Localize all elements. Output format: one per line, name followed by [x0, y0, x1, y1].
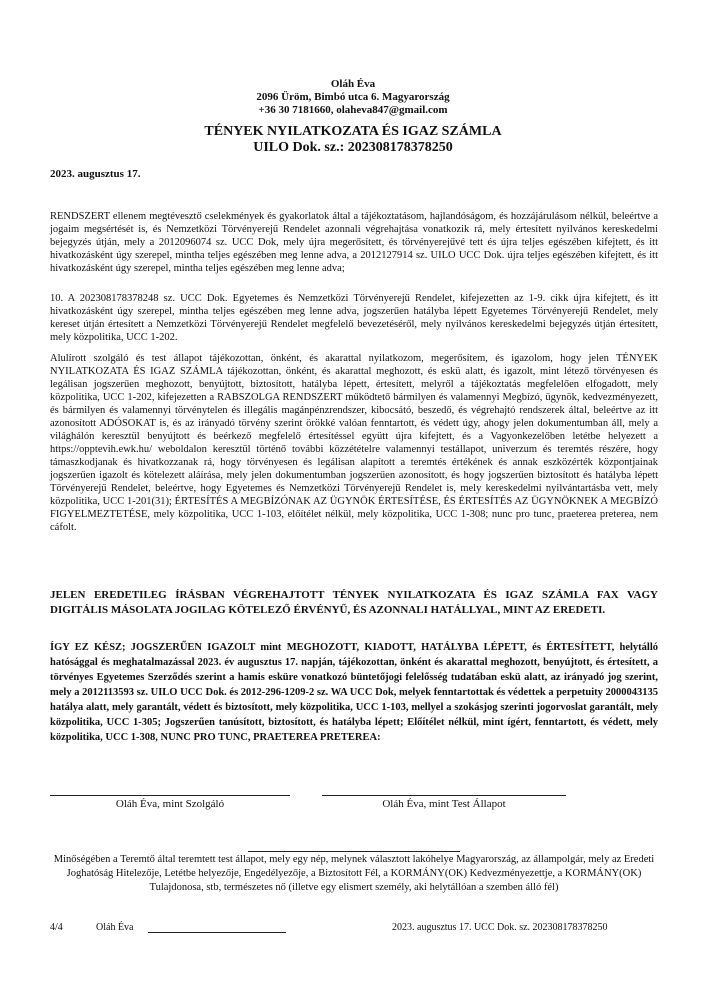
footnote-divider	[248, 851, 460, 852]
signature-line-servant	[50, 795, 290, 796]
paragraph-4-bold: JELEN EREDETILEG ÍRÁSBAN VÉGREHAJTOTT TÉNYEK NYILATKOZATA ÉS IGAZ SZÁMLA FAX VAGY DIGITÁLIS MÁSOLATA JOGILAG KÖTELEZŐ ÉRVÉNYŰ, ÉS AZONNALI HATÁLLYAL, MINT AZ EREDETI.	[50, 589, 658, 616]
author-address: 2096 Üröm, Bimbó utca 6. Magyarország	[256, 91, 450, 103]
footnote: Minőségében a Teremtő által teremtett test állapot, mely egy nép, melynek választott lakóhelye Magyarország, az állampolgár, mely az Eredeti Joghatóság Hitelezője, Letétbe helyezője, Engedélyezője, a Biztosított Fél, a KORMÁNY(OK) Kedvezményezettje, a KORMÁNY(OK) Tulajdonosa, stb, természetes nő (illetve egy elismert személy, aki helytállóan a szemben álló fél)	[53, 854, 655, 893]
signature-label-servant: Oláh Éva, mint Szolgáló	[115, 798, 225, 810]
footer-reference: 2023. augusztus 17. UCC Dok. sz. 202308178378250	[392, 922, 608, 933]
footer-name: Oláh Éva	[96, 922, 134, 933]
document-number: UILO Dok. sz.: 202308178378250	[253, 140, 453, 155]
signature-line-body	[322, 795, 566, 796]
signature-label-body: Oláh Éva, mint Test Állapot	[382, 798, 506, 810]
document-date: 2023. augusztus 17.	[50, 168, 141, 180]
paragraph-1: RENDSZERT ellenem megtévesztő cselekmények és gyakorlatok által a tájékoztatásom, hajlandóságom, és hozzájárulásom nélkül, beleértve a jogaim megsértését is, és Nemzetközi Törvényerejű Rendelet azonnali végrehajtása vonatkozik rá, mely értesített nyilvános kereskedelmi bejegyzés útján, mely a 2012096074 sz. UCC Dok, mely újra megerősített, és törvényerejűvé tett és újra teljes egészében kifejtett, és itt hivatkozásként úgy szerepel, mintha teljes egészében meg lenne adva, a 2012127914 sz. UILO UCC Dok. újra teljes egészében kifejtett, és itt hivatkozásként úgy szerepel, mintha teljes egészében meg lenne adva;	[50, 211, 658, 274]
paragraph-3: Alulírott szolgáló és test állapot tájékozottan, önként, és akarattal nyilatkozom, megerősítem, és igazolom, hogy jelen TÉNYEK NYILATKOZATA ÉS IGAZ SZÁMLA tájékozottan, önként, és akarattal meghozott, és eskü alatt, és igazolt, mint létező törvényesen és legálisan jogszerűen meghozott, benyújtott, biztosított, hatályba lépett, értesített, melyről a tájékoztatás megfelelően elfogadott, mely közpolitika, UCC 1-202, kifejezetten a RABSZOLGA RENDSZERT működtető bármilyen és valamennyi Megbízó, ügynök, kedvezményezett, és bármilyen és valamennyi törvénytelen és illegális magánpénzrendszer, kibocsátó, beszedő, és végrehajtó rendszerek által, beleértve az itt azonosított ADÓSOKAT is, és az irányadó törvény szerint örökké valóan fenntartott, és védett úgy, ahogy jelen dokumentumban áll, mely a világhálón keresztül benyújtott és beérkező megfelelő értesítéssel együtt újra kifejtett, és a Vagyonkezelőben letétbe helyezett a https://opptevih.ewk.hu/ weboldalon keresztül történő további közzétételre valamennyi testállapot, univerzum és teremtés részére, hogy támaszkodjanak és hivatkozzanak rá, hogy törvényesen és legálisan alapított a teremtés értékének és annak eszközérték központjainak jogszerűen igazolt és kötelezett aláírása, mely jelen dokumentumban jogszerűen azonosított, és hogy jogszerűen biztosított és hatályba lépett Törvényerejű Rendelet, beleértve, hogy Egyetemes és Nemzetközi Törvényerejű Rendelet is, mely kereskedelmi nyilvántartásba vett, mely közpolitika, UCC 1-201(31); ÉRTESÍTÉS A MEGBÍZÓNAK AZ ÜGYNÖK ÉRTESÍTÉSE, ÉS ÉRTESÍTÉS AZ ÜGYNÖKNEK A MEGBÍZÓ FIGYELMEZTETÉSE, mely közpolitika, UCC 1-103, előítélet nélkül, mely közpolitika, UCC 1-308; nunc pro tunc, praeterea preterea, nem cáfolt.	[50, 353, 658, 533]
paragraph-5-bold: ÍGY EZ KÉSZ; JOGSZERŰEN IGAZOLT mint MEGHOZOTT, KIADOTT, HATÁLYBA LÉPETT, és ÉRTESÍTETT, helytálló hatósággal és meghatalmazással 2023. év augusztus 17. napján, tájékozottan, önként és akarattal meghozott, benyújtott, és értesített, a törvényes Egyetemes Szerződés szerint a hamis esküre vonatkozó büntetőjogi felelősség tudatában eskü alatt, az irányadó jog szerint, mely a 2012113593 sz. UILO UCC Dok. és 2012-296-1209-2 sz. WA UCC Dok, melyek fenntartottak és védettek a perpetuity 2000043135 hatálya alatt, mely garantált, védett és biztosított, mely közpolitika, UCC 1-103, mellyel a szokásjog szerinti jogorvoslat garantált, mely közpolitika, UCC 1-305; Jogszerűen tanúsított, biztosított, és hatályba lépett; Előítélet nélkül, mint ígért, fenntartott, és védett, mely közpolitika, UCC 1-308, NUNC PRO TUNC, PRAETEREA PRETEREA:	[50, 642, 658, 743]
footer-signature-line	[148, 932, 286, 933]
page-number: 4/4	[50, 922, 63, 933]
paragraph-2: 10. A 202308178378248 sz. UCC Dok. Egyetemes és Nemzetközi Törvényerejű Rendelet, kifejezetten az 1-9. cikk újra kifejtett, és itt hivatkozásként úgy szerepel, mintha teljes egészében meg lenne adva, jogszerűen hatályba lépett Egyetemes Törvényerejű Rendelet, mely kereset útján értesített a Nemzetközi Törvényerejű Rendelet megfelelő bevezetéséről, mely nyilvános kereskedelmi bejegyzés útján értesített, mely közpolitika, UCC 1-202.	[50, 293, 658, 343]
author-name: Oláh Éva	[330, 78, 376, 90]
document-title: TÉNYEK NYILATKOZATA ÉS IGAZ SZÁMLA	[204, 124, 502, 139]
author-contact: +36 30 7181660, olaheva847@gmail.com	[258, 104, 448, 116]
